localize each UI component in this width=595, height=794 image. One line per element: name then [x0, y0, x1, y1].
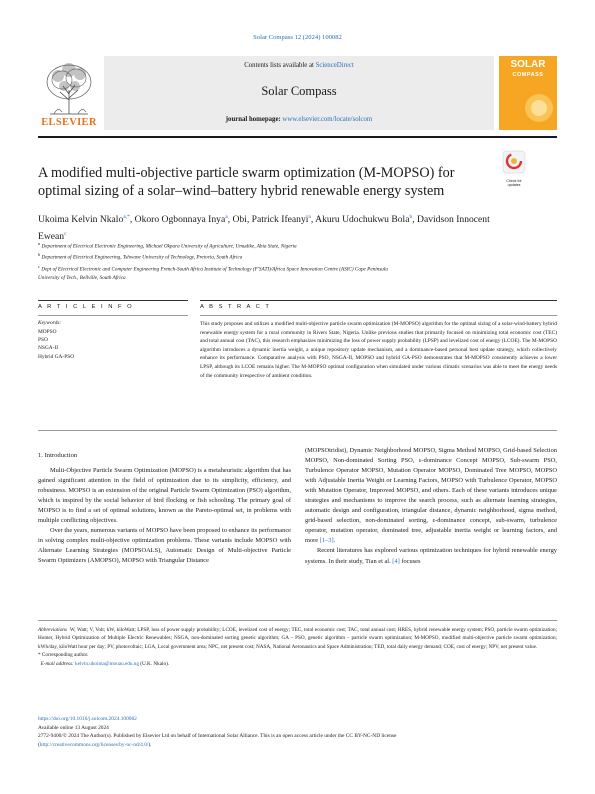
abbreviations-footnote: Abbreviations W, Watt; V, Volt; kW, kiloWatt; LPSP, loss of power supply probability; LCOE, levelized cost of energy; TEC, total economic cost; TAC, total annual cost; HRES, hybrid renewable energy system; PSO, particle swarm optimization; Homer, Hybrid Optimization of Multiple Electric Renewables; NSGA, non-dominated sorting genetic algorithm; GA – PSO, genetic algorithm – particle swarm optimization; M-MOPSO, modified multi-objective particle swarm optimization; kWh/day, kiloWatt hour per day; PV, photovoltaic; LGA, Local government area; NPC, net present cost; NASA, National Aeronautics and Space Administration; TED, total daily energy demand; COE, cost of energy; NPV, net present value.	[38, 627, 558, 650]
license-text: 2772-9400/© 2024 The Author(s). Published by Elsevier Ltd on behalf of International Solar Alliance. This is an open access article under the CC BY-NC-ND license (http://creativecommons.org/licenses/by-nc-nd/4.0/).	[38, 733, 397, 748]
cover-title	[499, 60, 557, 80]
author-list: Ukoima Kelvin Nkalo$^{a,*}$, Okoro Ogbonnaya Inya$^a$, Obi, Patrick Ifeanyi$^a$, Akuru Udochukwu Bola$^b$, Davidson Innocent Ewean$^c$	[38, 214, 490, 243]
journal-homepage-line	[104, 116, 494, 123]
affiliation: $^a$ Department of Electrical Electronic Engineering, Michael Okpara University of Agriculture, Umudike, Abia State, Nigeria	[38, 241, 297, 250]
keyword: PSO	[38, 337, 48, 344]
author[interactable]: Akuru Udochukwu Bola$^b$	[315, 214, 413, 226]
journal-citation[interactable]: Solar Compass 12 (2024) 100082	[253, 34, 342, 41]
article-info-heading: A R T I C L E I N F O	[38, 304, 134, 310]
abstract-rule-2	[200, 315, 557, 316]
contents-available-line	[104, 62, 494, 69]
title-line-2: optimal sizing of a solar–wind–battery hybrid renewable energy system	[38, 183, 445, 199]
check-for-updates-badge[interactable]	[502, 150, 526, 187]
abstract-bottom-rule	[38, 430, 557, 431]
body-column-right	[305, 446, 557, 567]
citation-link[interactable]: [4]	[392, 557, 400, 565]
affiliation: $^c$ Dept of Electrical Electronic and Computer Engineering French-South Africa Institute of Technology (F'SATI)/Africa Space Innovation Centre (ASIC) Cape Peninsula	[38, 263, 388, 273]
check-updates-label: Check for updates	[506, 179, 522, 187]
paragraph: Over the years, numerous variants of MOPSO have been proposed to enhance its performance in solving complex multi-objective optimization problems. These variants include MOPSO with Alternate Learning Strategies (MOPSOALS), Automatic Design of Multi-objective Particle Swarm Optimizers (AMOPSO), MOPSO with Triangular Distance	[38, 527, 291, 565]
author[interactable]: Davidson Innocent Ewean$^c$	[38, 214, 490, 243]
cover-title-line2: COMPASS	[512, 72, 544, 78]
article-info-rule	[38, 300, 188, 301]
abstract-heading: A B S T R A C T	[200, 304, 271, 310]
paragraph: Multi-Objective Particle Swarm Optimization (MOPSO) is a metaheuristic algorithm that has gained significant attention in the field of optimization due to its simplicity, efficiency, and robustness. MOPSO is an extension of the original Particle Swarm Optimization (PSO) algorithm, which is inspired by the social behavior of bird flocking or fish schooling. The primary goal of MOPSO is to find a set of optimal solutions, known as the Pareto-optimal set, in problems with multiple conflicting objectives.	[38, 467, 291, 525]
contents-prefix: Contents lists available at	[244, 62, 316, 69]
article-bottom-info	[38, 715, 557, 749]
author-email-link[interactable]: kelvin.ukoima@mouau.edu.ng	[74, 660, 139, 667]
article-info-rule-2	[38, 315, 188, 316]
author[interactable]: Okoro Ogbonnaya Inya$^a$	[134, 214, 228, 226]
citation-link[interactable]: [1–3]	[319, 537, 334, 545]
abstract-rule	[200, 300, 557, 301]
affiliations	[38, 240, 558, 283]
affiliation: $^b$ Department of Electrical Engineering, Tshwane University of Technology, Pretoria, South Africa	[38, 252, 243, 262]
footnote-rule	[38, 620, 557, 621]
journal-name: Solar Compass	[261, 84, 337, 98]
footnotes	[38, 626, 557, 668]
title-line-1: A modified multi-objective particle swarm optimization (M-MOPSO) for	[38, 165, 455, 181]
homepage-prefix: journal homepage:	[225, 116, 283, 123]
article-title	[38, 164, 488, 200]
keyword: NSGA-II	[38, 345, 59, 352]
header-divider	[38, 136, 557, 138]
journal-homepage-link[interactable]: www.elsevier.com/locate/solcom	[282, 116, 373, 123]
paragraph: Recent literatures has explored various optimization techniques for hybrid renewable energy systems. In their study, Tian et al. [4] focuses	[305, 547, 557, 565]
keywords-list	[38, 328, 74, 361]
corresponding-author-note: * Corresponding author.	[38, 652, 89, 659]
section-heading-introduction: 1. Introduction	[38, 452, 78, 459]
cover-title-line1: SOLAR	[510, 59, 546, 70]
affiliation: University of Tech., Bellville, South Africa	[38, 274, 126, 281]
publisher-name: ELSEVIER	[41, 117, 97, 128]
license-link[interactable]: http://creativecommons.org/licenses/by-nc-nd/4.0/	[39, 741, 149, 748]
author[interactable]: Ukoima Kelvin Nkalo$^{a,*}$	[38, 214, 130, 226]
keyword: MOPSO	[38, 329, 57, 335]
paragraph: (MOPSOtridist), Dynamic Neighborhood MOPSO, Sigma Method MOPSO, Grid-based Selection MOPSO, Non-dominated Sorting PSO, ε-dominance Concept MOPSO, Sub-swarm PSO, Turbulence Operator MOPSO, Mutation Operator MOPSO, Dominated Tree MOPSO, MOPSO with Adjustable Inertia Weight or Learning Factors, MOPSO with Turbulence Operator, MOPSO with Mutation Operator, Improved MOPSO, and others. Each of these variants introduces unique strategies and mechanisms to improve the search process, such as alternate learning strategies, automatic design and configuration, triangular distance, dynamic neighborhood, sigma method, grid-based selection, non-dominated sorting, ε-dominance concept, sub-swarm, turbulence operator, mutation operator, dominated tree, adjustable inertia weight or learning factors, and more [1–3].	[305, 447, 557, 545]
doi-link[interactable]: https://doi.org/10.1016/j.solcom.2024.100082	[38, 716, 137, 722]
keywords-label: Keywords:	[38, 320, 62, 326]
email-footnote: E-mail address: kelvin.ukoima@mouau.edu.ng (U.K. Nkalo).	[40, 660, 170, 667]
abstract-text: This study proposes and utilizes a modified multi-objective particle swarm optimization (M-MOPSO) algorithm for the optimal sizing of a solar-wind-battery hybrid renewable energy system for a rural community in Rivers State, Nigeria. Unlike previous studies that primarily focused on minimizing total economic cost (TEC) and total annual cost (TAC), this research emphasizes minimizing the loss of power supply probability (LPSP) and levelized cost of energy (LCOE). The M-MOPSO algorithm introduces a dynamic inertia weight, a unique repository update mechanism, and a dominance-based personal best update strategy, which collectively enhance its performance. Comparative analysis with PSO, NSGA-II, MOPSO and hybrid GA-PSO demonstrates that M-MOPSO consistently achieves a lower LPSP, although its LCOE remains higher. The M-MOPSO optimal configuration when simulated under various climatic scenarios was able to meet the energy needs of the community irrespective of ambient condition.	[200, 321, 557, 379]
keyword: Hybrid GA-PSO	[38, 353, 75, 360]
body-column-left	[38, 466, 291, 566]
check-updates-icon	[502, 150, 526, 174]
author[interactable]: Obi, Patrick Ifeanyi$^a$	[232, 214, 311, 226]
sciencedirect-link[interactable]: ScienceDirect	[315, 62, 354, 69]
available-online: Available online 13 August 2024	[38, 724, 109, 731]
